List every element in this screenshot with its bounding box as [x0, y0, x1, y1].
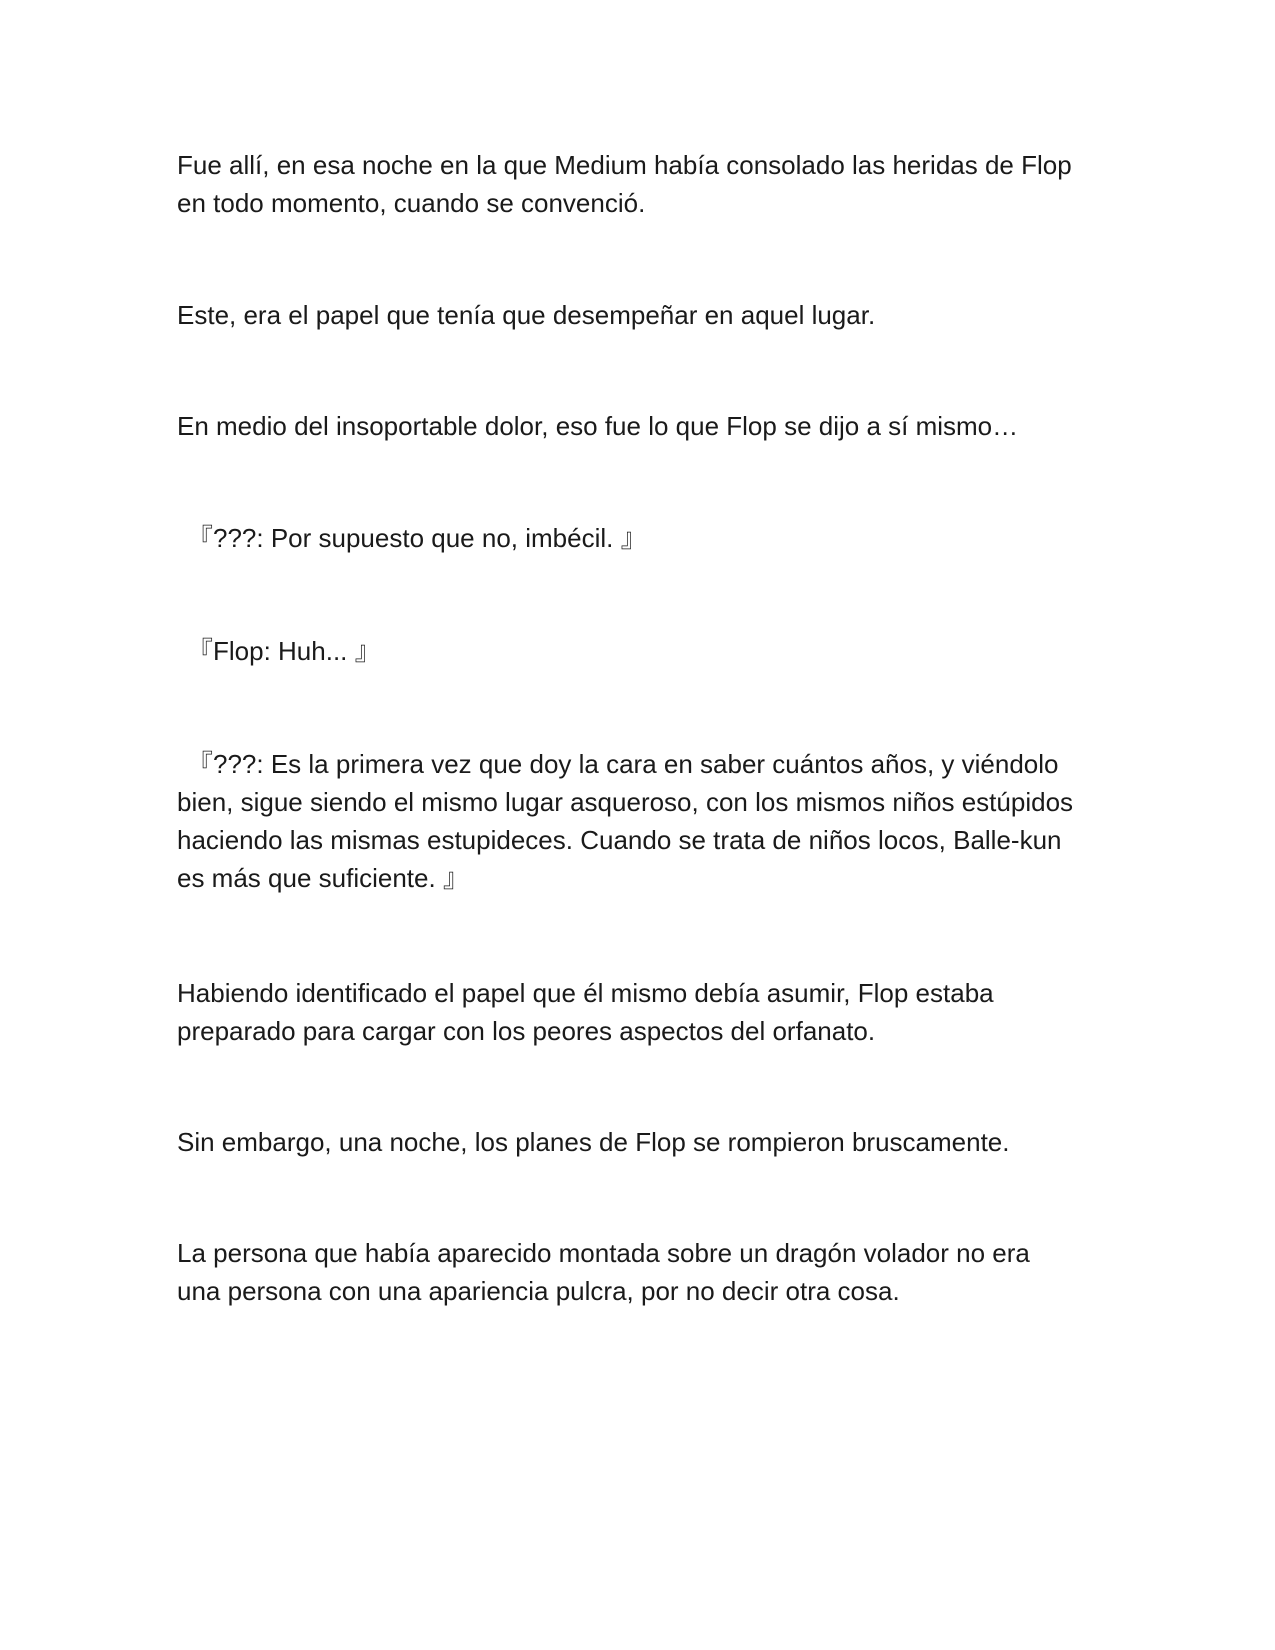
text-line: bien, sigue siendo el mismo lugar asqueroso, con los mismos niños estúpidos — [177, 787, 1074, 817]
text-line: haciendo las mismas estupideces. Cuando se trata de niños locos, Balle-kun — [177, 825, 1062, 855]
text-line: Fue allí, en esa noche en la que Medium había consolado las heridas de Flop — [177, 150, 1072, 180]
dialogue-unknown-2 — [177, 745, 1107, 897]
text-line: Habiendo identificado el papel que él mismo debía asumir, Flop estaba — [177, 978, 994, 1008]
text-line: una persona con una apariencia pulcra, por no decir otra cosa. — [177, 1276, 900, 1306]
paragraph-3 — [177, 407, 1107, 445]
text-line: Este, era el papel que tenía que desempeñar en aquel lugar. — [177, 300, 876, 330]
text-line: es más que suficiente. 』 — [177, 863, 469, 893]
text-line: preparado para cargar con los peores aspectos del orfanato. — [177, 1016, 876, 1046]
paragraph-7 — [177, 974, 1107, 1050]
text-line: en todo momento, cuando se convenció. — [177, 188, 646, 218]
text-line: La persona que había aparecido montada sobre un dragón volador no era — [177, 1238, 1030, 1268]
text-line: 『???: Por supuesto que no, imbécil. 』 — [187, 523, 647, 553]
dialogue-unknown-1 — [177, 519, 1117, 557]
text-line: 『???: Es la primera vez que doy la cara en saber cuántos años, y viéndolo — [187, 749, 1059, 779]
text-line: En medio del insoportable dolor, eso fue lo que Flop se dijo a sí mismo… — [177, 411, 1019, 441]
dialogue-flop-1 — [177, 632, 1117, 670]
paragraph-8 — [177, 1123, 1107, 1161]
text-line: Sin embargo, una noche, los planes de Flop se rompieron bruscamente. — [177, 1127, 1010, 1157]
paragraph-9 — [177, 1234, 1107, 1310]
text-line: 『Flop: Huh... 』 — [187, 636, 381, 666]
paragraph-2 — [177, 296, 1107, 334]
paragraph-1 — [177, 146, 1107, 222]
